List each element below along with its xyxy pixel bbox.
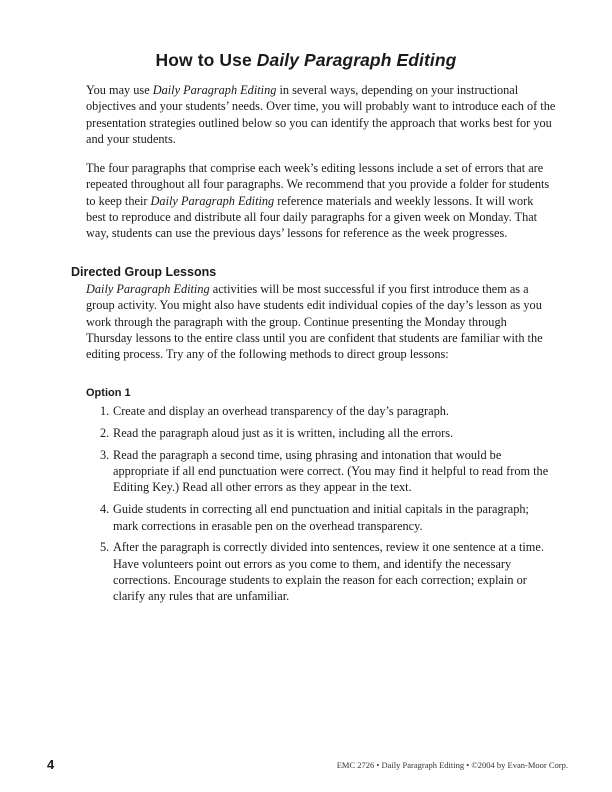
step-text: Create and display an overhead transparency of the day’s paragraph.: [113, 404, 449, 418]
option-heading: Option 1: [86, 387, 131, 399]
intro-p2-pre: The four paragraphs that comprise each week’s editing lessons include a set of errors that are repeated throughout all four paragraphs. We recommend that you provide a folder for students to keep their: [86, 161, 550, 208]
section-body: [86, 281, 556, 362]
step-number: 5.: [100, 540, 110, 555]
title-italic: Daily Paragraph Editing: [256, 50, 457, 70]
page-title: [0, 50, 612, 71]
step-text: Read the paragraph a second time, using phrasing and intonation that would be appropriate if all end punctuation were correct. (You may find it helpful to read from the Editing Key.) Read all other errors as they appear in the text.: [113, 447, 549, 495]
intro-p1-pre: You may use: [86, 83, 153, 97]
list-item: [86, 539, 556, 604]
steps-list: [86, 403, 556, 610]
step-number: 3.: [100, 447, 110, 462]
intro-paragraph-2: [86, 160, 556, 241]
list-item: [86, 425, 556, 441]
step-text: After the paragraph is correctly divided into sentences, review it one sentence at a time. Have volunteers point out errors as you come to them, and identify the necessary corrections. Encourage students to explain the reason for each correction; explain or clarify any rules that are unfamiliar.: [113, 540, 544, 604]
footer-credit: EMC 2726 • Daily Paragraph Editing • ©2004 by Evan-Moor Corp.: [336, 760, 568, 770]
page-number: 4: [47, 757, 55, 772]
step-text: Read the paragraph aloud just as it is written, including all the errors.: [113, 425, 454, 440]
step-number: 4.: [100, 502, 110, 517]
title-prefix: How to Use: [155, 50, 257, 70]
intro-p2-post: reference materials and weekly lessons. It will work best to reproduce and distribute all four daily paragraphs for a given week on Monday. That way, students can use the previous days’ lessons for reference as the week progresses.: [86, 193, 538, 241]
step-number: 2.: [100, 425, 110, 440]
step-number: 1.: [100, 404, 110, 418]
section-body-post: activities will be most successful if you first introduce them as a group activity. You might also have students edit individual copies of the day’s lesson as you work through the paragraph with the group. Continue presenting the Monday through Thursday lessons to the entire class until you are confident that students are familiar with the editing process. Try any of the following methods to direct group lessons:: [86, 282, 543, 362]
list-item: [86, 447, 556, 496]
intro-p2-italic: Daily Paragraph Editing: [150, 193, 275, 208]
list-item: [86, 403, 556, 419]
intro-p1-italic: Daily Paragraph Editing: [152, 83, 277, 97]
section-body-italic: Daily Paragraph Editing: [86, 282, 210, 296]
section-heading: Directed Group Lessons: [71, 265, 217, 279]
intro-paragraph-1: [86, 82, 556, 147]
intro-p1-post: in several ways, depending on your instructional objectives and your students’ needs. Over time, you will probably want to introduce each of the presentation strategies outlined below so you can identify the approach that works best for you and your students.: [86, 83, 556, 146]
list-item: [86, 501, 556, 534]
step-text: Guide students in correcting all end punctuation and initial capitals in the paragraph; mark corrections in erasable pen on the overhead transparency.: [113, 502, 529, 533]
